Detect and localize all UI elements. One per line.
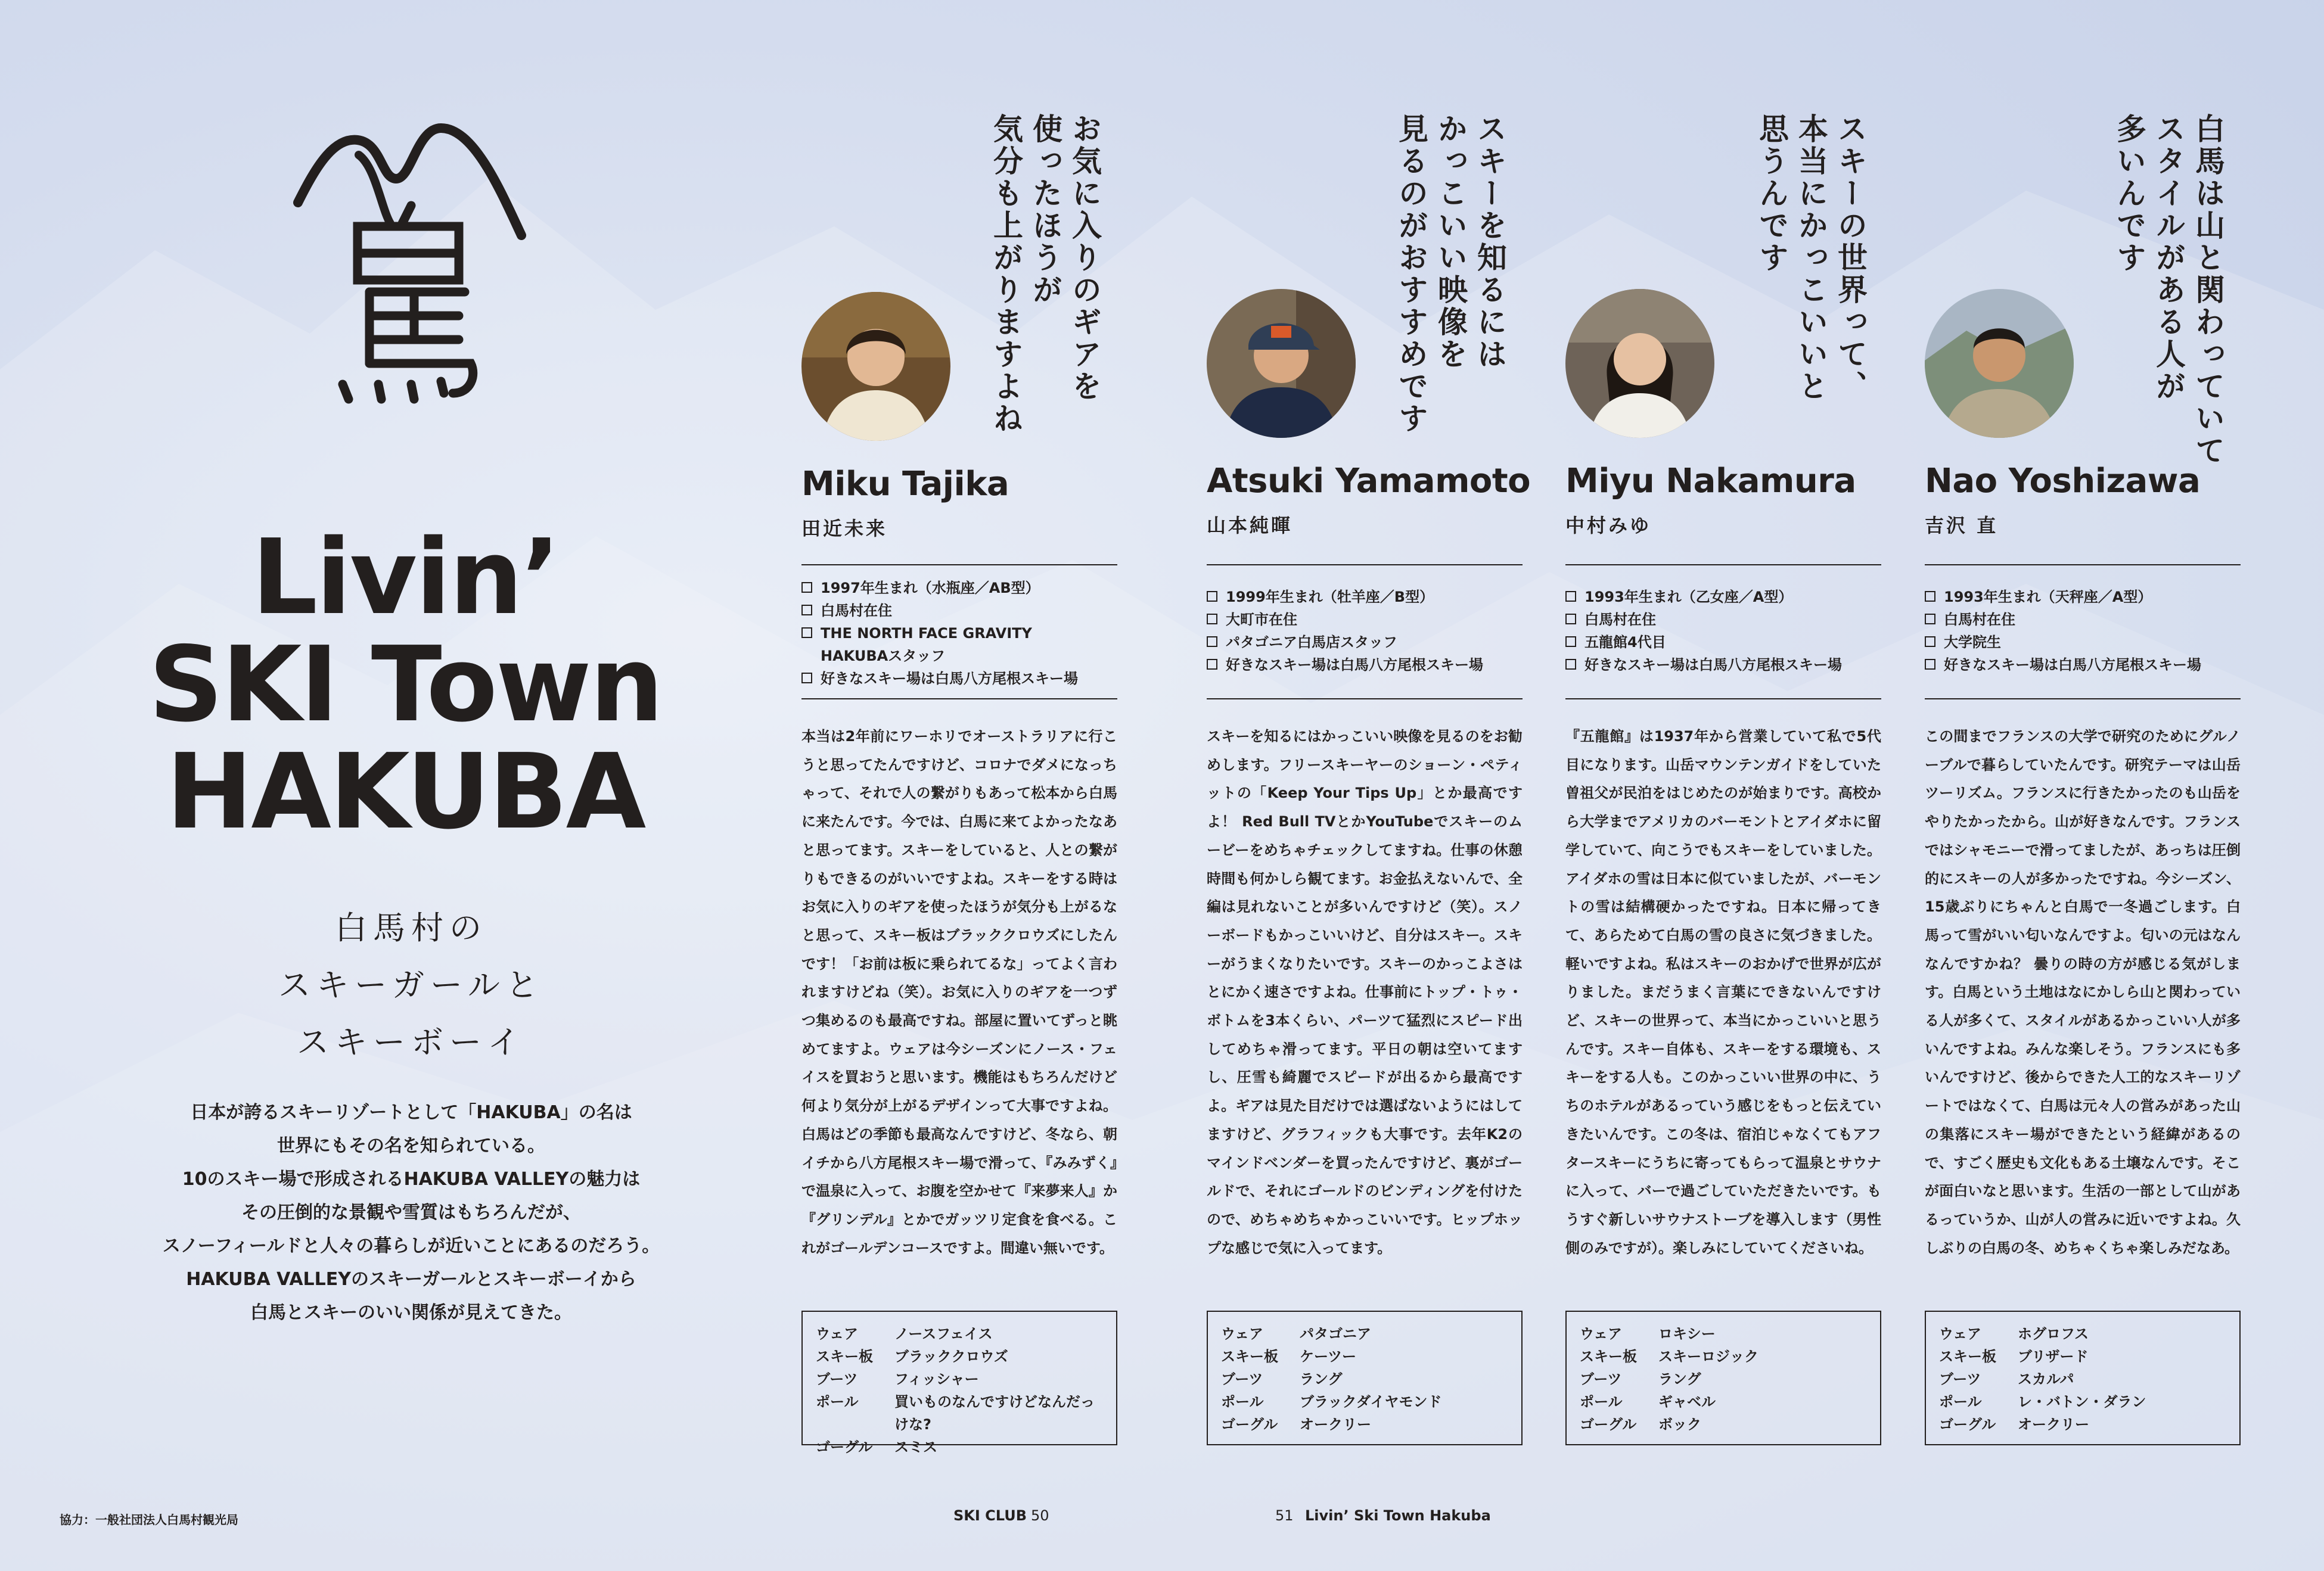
profile-facts [1207, 586, 1523, 676]
checkbox-icon [1207, 659, 1217, 670]
title-line-hakuba: HAKUBA [166, 732, 645, 853]
title-line-ski-town: SKI Town [148, 624, 662, 745]
fact-item: 五龍館4代目 [1565, 631, 1881, 654]
checkbox-icon [1565, 659, 1576, 670]
gear-row: スキー板 スキーロジック [1580, 1348, 1758, 1365]
intro-paragraph [107, 1096, 715, 1330]
fact-item: 好きなスキー場は白馬八方尾根スキー場 [801, 667, 1117, 690]
gear-row: ブーツ ラング [1221, 1371, 1343, 1388]
fact-item: 好きなスキー場は白馬八方尾根スキー場 [1565, 654, 1881, 676]
section-name: Livin’ Ski Town Hakuba [1305, 1507, 1491, 1524]
profile-quote: 白馬は山と関わっていて スタイルがある人が 多いんです [2112, 113, 2225, 467]
hakuba-logo [292, 113, 530, 411]
profile-kanji-name: 吉沢 直 [1925, 514, 1999, 537]
gear-row: ブーツ フィッシャー [816, 1371, 979, 1388]
gear-box [801, 1311, 1117, 1455]
gear-row: ウェア ロキシー [1580, 1326, 1716, 1342]
checkbox-icon [1207, 614, 1217, 624]
profile-quote: お気に入りのギアを 使ったほうが 気分も上がりますよね [989, 113, 1102, 435]
fact-item: 白馬村在住 [1925, 608, 2241, 631]
profile-quote: スキーの世界って、 本当にかっこいいと 思うんです [1754, 113, 1868, 403]
profile-body: この間までフランスの大学で研究のためにグルノーブルで暮らしていたんです。研究テーマは山岳ツーリズム。フランスに行きたかったのも山岳をやりたかったから。山が好きなんです。フランスではシャモニーで滑ってましたが、あっちは圧倒的にスキーの人が多かったですね。今シーズン、15歳ぶりにちゃんと白馬で一冬過ごします。白馬って雪がいい匂いなんですよ。匂いの元はなんなんですかね？ 曇りの時の方が感じる気がします。白馬という土地はなにかしら山と関わっている人が多くて、スタイルがあるかっこいい人が多いんですよね。みんな楽しそう。フランスにも多いんですけど、後からできた人工的なスキーリゾートではなくて、白馬は元々人の営みがあった山の集落にスキー場ができたという経緯があるので、すごく歴史も文化もある土壌なんです。そこが面白いなと思います。生活の一部として山があるっていうか、山が人の営みに近いですよね。久しぶりの白馬の冬、めちゃくちゃ楽しみだなあ。 [1925, 728, 2241, 1256]
fact-item: 白馬村在住 [801, 599, 1117, 622]
checkbox-icon [801, 673, 812, 683]
avatar-nao [1925, 289, 2074, 438]
gear-row: ポール レ・バトン・ダラン [1939, 1393, 2146, 1410]
subtitle-line: スキーボーイ [297, 1024, 526, 1061]
magazine-name: SKI CLUB [953, 1507, 1027, 1524]
profile-facts [1565, 586, 1881, 676]
checkbox-icon [801, 582, 812, 593]
gear-row: ポール ギャベル [1580, 1393, 1716, 1410]
gear-row: ゴーグル オークリー [1939, 1416, 2089, 1433]
gear-row: ゴーグル オークリー [1221, 1416, 1371, 1433]
checkbox-icon [1565, 591, 1576, 602]
profile-facts [1925, 586, 2241, 676]
profile-quote: スキーを知るには かっこいい映像を 見るのがおすすめです [1394, 113, 1507, 435]
profile-body: スキーを知るにはかっこいい映像を見るのをお勧めします。フリースキーヤーのショーン・ペティットの「Keep Your Tips Up」とか最高ですよ！ Red Bull TVとかYouTubeでスキーのムービーをめちゃチェックしてますね。仕事の休憩時間も何かしら観てます。お金払えないんで、全編は見れないことが多いんですけど（笑）。スノーボードもかっこいいけど、自分はスキー。スキーがうまくなりたいです。スキーのかっこよさはとにかく速さですよね。仕事前にトップ・トゥ・ボトムを3本くらい、パーツて猛烈にスピード出してめちゃ滑ってます。平日の朝は空いてますし、圧雪も綺麗でスピードが出るから最高ですよ。ギアは見た目だけでは選ばないようにはしてますけど、グラフィックも大事です。去年K2のマインドベンダーを買ったんですけど、裏がゴールドで、それにゴールドのビンディングを付けたので、めちゃめちゃかっこいいです。ヒップホップな感じで気に入ってます。 [1207, 728, 1523, 1256]
gear-row: スキー板 ケーツー [1221, 1348, 1357, 1365]
divider [1925, 698, 2241, 699]
checkbox-icon [801, 605, 812, 615]
profile-body: 『五龍館』は1937年から営業していて私で5代目になります。山岳マウンテンガイドをしていた曽祖父が民泊をはじめたのが始まりです。高校から大学までアメリカのバーモントとアイダホに留学していて、向こうでもスキーをしていました。アイダホの雪は日本に似ていましたが、バーモントの雪は結構硬かったですね。日本に帰ってきて、あらためて白馬の雪の良さに気づきました。軽いですよね。私はスキーのおかげで世界が広がりました。まだうまく言葉にできないんですけど、スキーの世界って、本当にかっこいいと思うんです。スキー自体も、スキーをする環境も、スキーをする人も。このかっこいい世界の中に、うちのホテルがあるっていう感じをもっと伝えていきたいんです。この冬は、宿泊じゃなくてもアフタースキーにうちに寄ってもらって温泉とサウナに入って、バーで過ごしていただきたいです。もうすぐ新しいサウナストーブを導入します（男性側のみですが）。楽しみにしていてくださいね。 [1565, 728, 1881, 1256]
gear-row: スキー板 ブラッククロウズ [816, 1348, 1008, 1365]
fact-item: 1999年生まれ（牡羊座／B型） [1207, 586, 1523, 608]
avatar-miyu [1565, 289, 1714, 438]
gear-box [1207, 1311, 1523, 1445]
gear-row: ウェア ノースフェイス [816, 1326, 993, 1342]
intro-line: 10のスキー場で形成されるHAKUBA VALLEYの魅力は [182, 1169, 641, 1190]
profile-kanji-name: 田近未来 [801, 517, 888, 540]
profile-name: Nao Yoshizawa [1925, 462, 2201, 500]
intro-line: 白馬とスキーのいい関係が見えてきた。 [250, 1302, 572, 1323]
fact-item: パタゴニア白馬店スタッフ [1207, 631, 1523, 654]
avatar-miku [801, 292, 950, 441]
gear-row: ゴーグル ボック [1580, 1416, 1701, 1433]
checkbox-icon [1207, 591, 1217, 602]
divider [1207, 698, 1523, 699]
divider [1565, 698, 1881, 699]
fact-item: 大学院生 [1925, 631, 2241, 654]
divider [1925, 564, 2241, 565]
credit-line: 協力：一般社団法人白馬村観光局 [60, 1513, 238, 1527]
gear-row: ウェア ホグロフス [1939, 1326, 2089, 1342]
gear-row: ブーツ スカルパ [1939, 1371, 2074, 1388]
page-number-left: 50 [1031, 1507, 1049, 1524]
fact-item: 1993年生まれ（天秤座／A型） [1925, 586, 2241, 608]
intro-line: 世界にもその名を知られている。 [277, 1136, 545, 1156]
divider [801, 564, 1117, 565]
gear-box [1565, 1311, 1881, 1445]
intro-line: スノーフィールドと人々の暮らしが近いことにあるのだろう。 [162, 1236, 660, 1256]
profile-kanji-name: 山本純暉 [1207, 514, 1293, 537]
checkbox-icon [1925, 636, 1935, 647]
gear-row: ポール 買いものなんですけどなんだっけな? [816, 1393, 1095, 1433]
intro-line: HAKUBA VALLEYのスキーガールとスキーボーイから [186, 1269, 636, 1290]
checkbox-icon [1925, 659, 1935, 670]
divider [1565, 564, 1881, 565]
avatar-atsuki [1207, 289, 1356, 438]
title-line-livin: Livin’ [251, 517, 559, 638]
profile-name: Atsuki Yamamoto [1207, 462, 1531, 500]
profile-facts [801, 577, 1117, 690]
checkbox-icon [1565, 636, 1576, 647]
gear-row: ゴーグル スミス [816, 1439, 937, 1455]
checkbox-icon [1925, 591, 1935, 602]
article-title [89, 517, 721, 853]
subtitle-line: スキーガールと [278, 966, 544, 1004]
intro-line: 日本が誇るスキーリゾートとして「HAKUBA」の名は [190, 1102, 632, 1123]
gear-row: ウェア パタゴニア [1221, 1326, 1371, 1342]
divider [801, 698, 1117, 699]
fact-item: THE NORTH FACE GRAVITY HAKUBAスタッフ [801, 622, 1117, 667]
profile-kanji-name: 中村みゆ [1565, 514, 1652, 537]
profile-name: Miyu Nakamura [1565, 462, 1856, 500]
gear-box [1925, 1311, 2241, 1445]
fact-item: 好きなスキー場は白馬八方尾根スキー場 [1207, 654, 1523, 676]
intro-line: その圧倒的な景観や雪質はもちろんだが、 [241, 1202, 581, 1223]
checkbox-icon [801, 627, 812, 638]
divider [1207, 564, 1523, 565]
gear-row: ブーツ ラング [1580, 1371, 1701, 1388]
subtitle-line: 白馬村の [335, 909, 487, 947]
profile-body: 本当は2年前にワーホリでオーストラリアに行こうと思ってたんですけど、コロナでダメになっちゃって、それで人の繋がりもあって松本から白馬に来たんです。今では、白馬に来てよかったなあと思ってます。スキーをしていると、人との繋がりもできるのがいいですよね。スキーをする時はお気に入りのギアを使ったほうが気分も上がるなと思って、スキー板はブラッククロウズにしたんです！「お前は板に乗られてるな」ってよく言われますけどね（笑）。お気に入りのギアを一つずつ集めるのも最高ですね。部屋に置いてずっと眺めてますよ。ウェアは今シーズンにノース・フェイスを買おうと思います。機能はもちろんだけど何より気分が上がるデザインって大事ですよね。白馬はどの季節も最高なんですけど、冬なら、朝イチから八方尾根スキー場で滑って、『みみずく』で温泉に入って、お腹を空かせて『来夢来人』か『グリンデル』とかでガッツリ定食を食べる。これがゴールデンコースですよ。間違い無いです。 [801, 728, 1117, 1256]
profile-name: Miku Tajika [801, 465, 1009, 503]
gear-row: スキー板 ブリザード [1939, 1348, 2089, 1365]
checkbox-icon [1925, 614, 1935, 624]
fact-item: 白馬村在住 [1565, 608, 1881, 631]
article-subtitle [167, 900, 655, 1071]
checkbox-icon [1207, 636, 1217, 647]
fact-item: 大町市在住 [1207, 608, 1523, 631]
page-number-right: 51 [1275, 1507, 1294, 1524]
checkbox-icon [1565, 614, 1576, 624]
fact-item: 1997年生まれ（水瓶座／AB型） [801, 577, 1117, 599]
gear-row: ポール ブラックダイヤモンド [1221, 1393, 1442, 1410]
fact-item: 1993年生まれ（乙女座／A型） [1565, 586, 1881, 608]
fact-item: 好きなスキー場は白馬八方尾根スキー場 [1925, 654, 2241, 676]
